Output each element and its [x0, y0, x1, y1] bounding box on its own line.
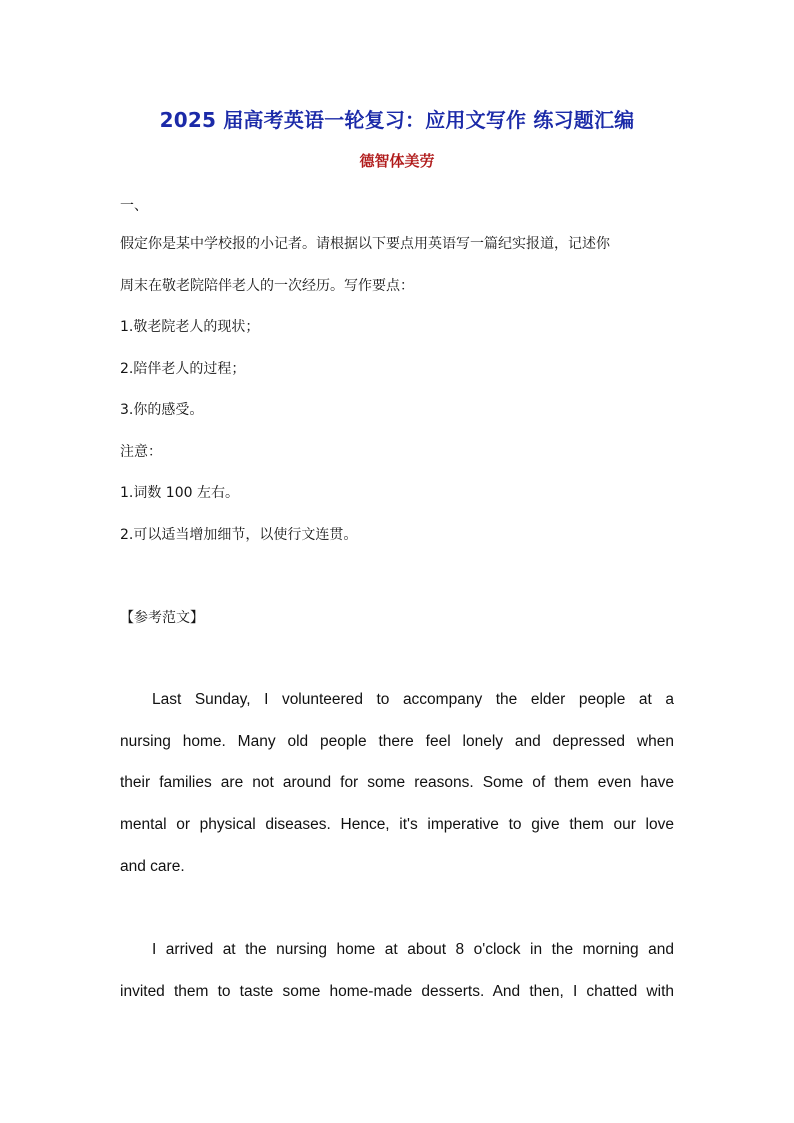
section-number: 一、 — [120, 198, 148, 214]
essay-line: invited them to taste some home-made desserts. And then, I chatted with — [120, 983, 674, 1000]
document-title: 2025 届高考英语一轮复习：应用文写作 练习题汇编 — [159, 108, 635, 132]
essay-line: nursing home. Many old people there feel lonely and depressed when — [120, 733, 674, 750]
prompt-line: 假定你是某中学校报的小记者。请根据以下要点用英语写一篇纪实报道，记述你 — [120, 236, 610, 252]
requirement-item: 3.你的感受。 — [120, 402, 204, 418]
requirement-item: 2.陪伴老人的过程； — [120, 361, 246, 377]
essay-line: mental or physical diseases. Hence, it's imperative to give them our love — [120, 816, 674, 833]
note-item: 2.可以适当增加细节，以使行文连贯。 — [120, 527, 358, 543]
reference-heading: 【参考范文】 — [120, 610, 204, 626]
note-heading: 注意： — [120, 444, 162, 460]
note-item: 1.词数 100 左右。 — [120, 485, 239, 501]
essay-line: Last Sunday, I volunteered to accompany the elder people at a — [152, 691, 674, 708]
essay-line: I arrived at the nursing home at about 8 o'clock in the morning and — [152, 941, 674, 958]
essay-line: and care. — [120, 858, 185, 875]
prompt-line: 周末在敬老院陪伴老人的一次经历。写作要点： — [120, 278, 414, 294]
essay-line: their families are not around for some reasons. Some of them even have — [120, 774, 674, 791]
document-subtitle: 德智体美劳 — [359, 152, 435, 170]
requirement-item: 1.敬老院老人的现状； — [120, 319, 260, 335]
